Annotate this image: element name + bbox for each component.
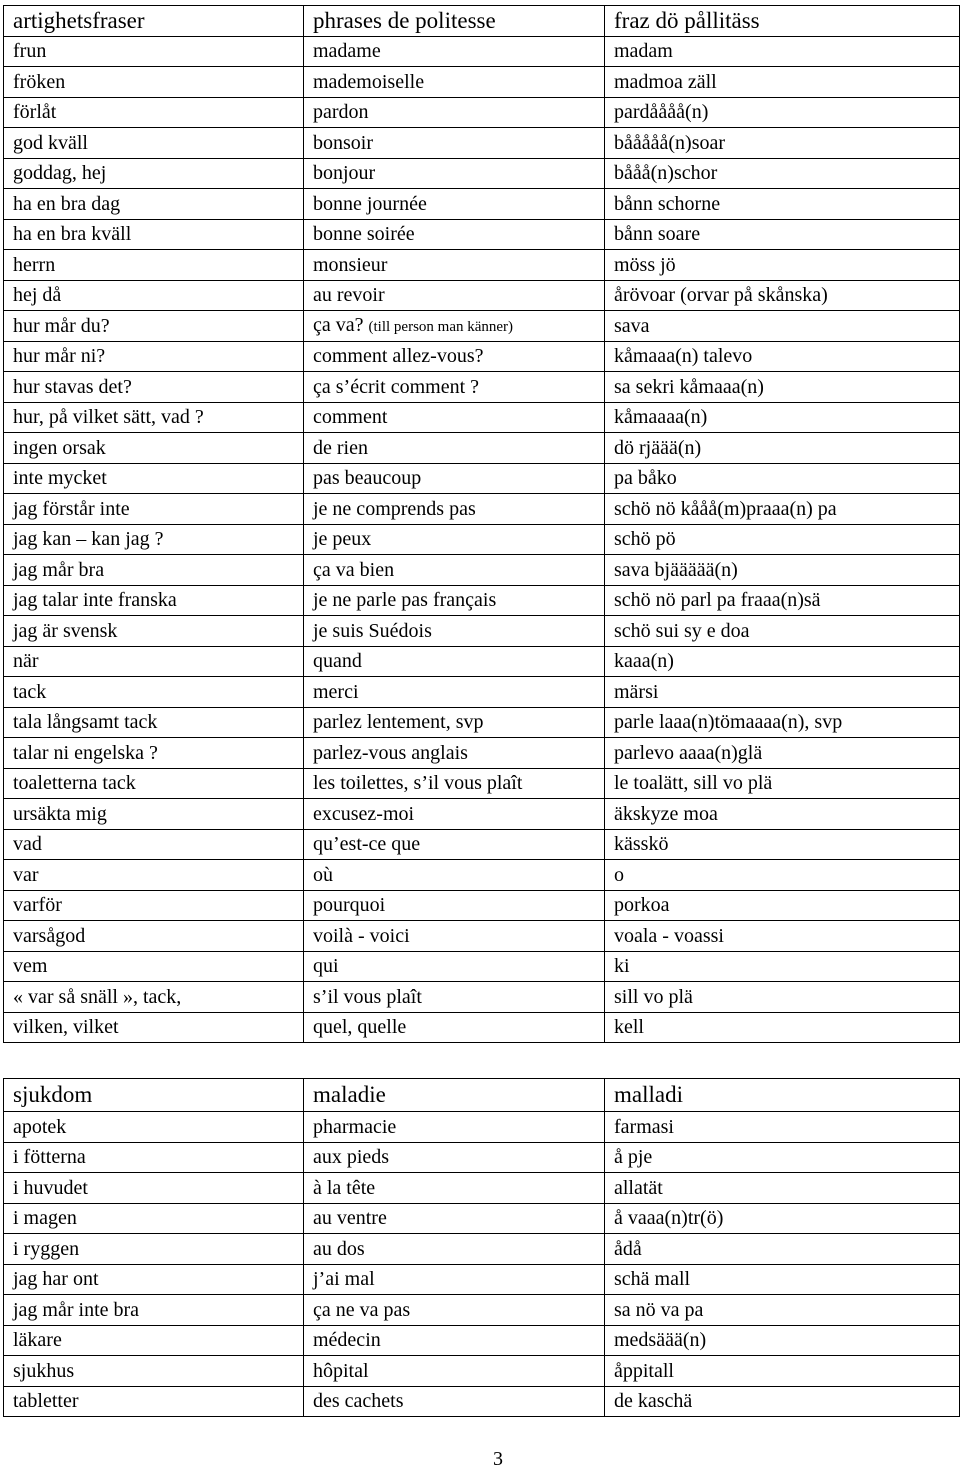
french-cell xyxy=(304,158,605,189)
pronunciation-cell: madam xyxy=(605,36,960,67)
french-cell xyxy=(304,280,605,311)
table-row xyxy=(4,402,960,433)
pronunciation-cell: madmoa zäll xyxy=(605,67,960,98)
swedish-cell: i huvudet xyxy=(4,1173,304,1204)
swedish-cell: var xyxy=(4,860,304,891)
table-row xyxy=(4,1325,960,1356)
table-row xyxy=(4,128,960,159)
swedish-cell: ingen orsak xyxy=(4,433,304,464)
swedish-cell: toaletterna tack xyxy=(4,768,304,799)
pronunciation-cell: parlevo aaaa(n)glä xyxy=(605,738,960,769)
french-text: ça va? xyxy=(313,313,364,336)
swedish-cell: förlåt xyxy=(4,97,304,128)
french-cell xyxy=(304,677,605,708)
french-cell xyxy=(304,646,605,677)
french-text: comment allez-vous? xyxy=(313,345,484,368)
table-row xyxy=(4,280,960,311)
pronunciation-cell: ådå xyxy=(605,1234,960,1265)
french-text: parlez lentement, svp xyxy=(313,711,484,734)
courtesy-phrases-table xyxy=(3,5,960,1043)
pronunciation-cell: kell xyxy=(605,1012,960,1043)
table-row xyxy=(4,1203,960,1234)
french-cell xyxy=(304,97,605,128)
pronunciation-cell: å pje xyxy=(605,1142,960,1173)
swedish-cell: hur mår du? xyxy=(4,311,304,342)
french-text: quel, quelle xyxy=(313,1016,407,1039)
table-row xyxy=(4,219,960,250)
french-cell xyxy=(304,311,605,342)
sickness-header-row xyxy=(4,1079,960,1112)
french-cell xyxy=(304,1356,605,1387)
table-row xyxy=(4,1264,960,1295)
swedish-cell: i magen xyxy=(4,1203,304,1234)
french-text: pardon xyxy=(313,101,369,124)
french-text: madame xyxy=(313,40,381,63)
swedish-cell: god kväll xyxy=(4,128,304,159)
table-row xyxy=(4,433,960,464)
pronunciation-cell: schö pö xyxy=(605,524,960,555)
french-cell xyxy=(304,189,605,220)
french-cell xyxy=(304,799,605,830)
table-row xyxy=(4,951,960,982)
french-text: aux pieds xyxy=(313,1146,390,1169)
header-pronunciation: fraz dö pållitäss xyxy=(605,6,960,37)
table-row xyxy=(4,585,960,616)
french-text: merci xyxy=(313,680,359,703)
swedish-cell: jag kan – kan jag ? xyxy=(4,524,304,555)
french-cell xyxy=(304,36,605,67)
table-row xyxy=(4,1234,960,1265)
swedish-cell: jag talar inte franska xyxy=(4,585,304,616)
table-row xyxy=(4,616,960,647)
french-cell xyxy=(304,707,605,738)
french-cell xyxy=(304,1112,605,1143)
table-row xyxy=(4,67,960,98)
pronunciation-cell: pardåååå(n) xyxy=(605,97,960,128)
pronunciation-cell: schö nö kååå(m)praaa(n) pa xyxy=(605,494,960,525)
swedish-cell: herrn xyxy=(4,250,304,281)
french-note: (till person man känner) xyxy=(368,318,514,335)
french-cell xyxy=(304,768,605,799)
pronunciation-cell: o xyxy=(605,860,960,891)
french-text: au ventre xyxy=(313,1207,387,1230)
french-cell xyxy=(304,250,605,281)
french-text: parlez-vous anglais xyxy=(313,741,468,764)
french-text: ça s’écrit comment ? xyxy=(313,375,480,398)
pronunciation-cell: kässkö xyxy=(605,829,960,860)
swedish-cell: hej då xyxy=(4,280,304,311)
table-row xyxy=(4,524,960,555)
pronunciation-cell: porkoa xyxy=(605,890,960,921)
pronunciation-cell: schö sui sy e doa xyxy=(605,616,960,647)
page-number: 3 xyxy=(493,1448,503,1470)
french-text: s’il vous plaît xyxy=(313,985,422,1008)
table-row xyxy=(4,738,960,769)
french-text: de rien xyxy=(313,436,368,459)
french-cell xyxy=(304,341,605,372)
french-cell xyxy=(304,494,605,525)
swedish-cell: tala långsamt tack xyxy=(4,707,304,738)
french-text: ça ne va pas xyxy=(313,1298,411,1321)
french-text: excusez-moi xyxy=(313,802,415,825)
french-text: qui xyxy=(313,955,339,978)
french-text: voilà - voici xyxy=(313,924,410,947)
swedish-cell: jag är svensk xyxy=(4,616,304,647)
table-row xyxy=(4,1012,960,1043)
table-row xyxy=(4,890,960,921)
swedish-cell: jag har ont xyxy=(4,1264,304,1295)
pronunciation-cell: farmasi xyxy=(605,1112,960,1143)
french-cell xyxy=(304,1386,605,1417)
table-row xyxy=(4,799,960,830)
swedish-cell: i ryggen xyxy=(4,1234,304,1265)
swedish-cell: jag mår inte bra xyxy=(4,1295,304,1326)
swedish-cell: jag förstår inte xyxy=(4,494,304,525)
pronunciation-cell: le toalätt, sill vo plä xyxy=(605,768,960,799)
french-text: pas beaucoup xyxy=(313,467,422,490)
french-text: j’ai mal xyxy=(313,1268,375,1291)
swedish-cell: talar ni engelska ? xyxy=(4,738,304,769)
swedish-cell: hur, på vilket sätt, vad ? xyxy=(4,402,304,433)
pronunciation-cell: pa båko xyxy=(605,463,960,494)
swedish-cell: varför xyxy=(4,890,304,921)
pronunciation-cell: bånn schorne xyxy=(605,189,960,220)
pronunciation-cell: bååå(n)schor xyxy=(605,158,960,189)
swedish-cell: läkare xyxy=(4,1325,304,1356)
pronunciation-cell: kåmaaaa(n) xyxy=(605,402,960,433)
table-row xyxy=(4,311,960,342)
french-cell xyxy=(304,402,605,433)
table-row xyxy=(4,158,960,189)
swedish-cell: frun xyxy=(4,36,304,67)
table-row xyxy=(4,1295,960,1326)
header-swedish: artighetsfraser xyxy=(4,6,304,37)
french-cell xyxy=(304,67,605,98)
pronunciation-cell: dö rjäää(n) xyxy=(605,433,960,464)
pronunciation-cell: parle laaa(n)tömaaaa(n), svp xyxy=(605,707,960,738)
table-row xyxy=(4,1356,960,1387)
swedish-cell: ursäkta mig xyxy=(4,799,304,830)
swedish-cell: goddag, hej xyxy=(4,158,304,189)
french-text: des cachets xyxy=(313,1390,404,1413)
table-row xyxy=(4,97,960,128)
french-cell xyxy=(304,1142,605,1173)
table-row xyxy=(4,1112,960,1143)
header-french: maladie xyxy=(304,1079,605,1112)
french-text: je suis Suédois xyxy=(313,619,432,642)
header-swedish: sjukdom xyxy=(4,1079,304,1112)
table-row xyxy=(4,494,960,525)
table-row xyxy=(4,829,960,860)
pronunciation-cell: bånn soare xyxy=(605,219,960,250)
french-cell xyxy=(304,1173,605,1204)
french-text: qu’est-ce que xyxy=(313,833,421,856)
pronunciation-cell: medsäää(n) xyxy=(605,1325,960,1356)
french-cell xyxy=(304,1012,605,1043)
pronunciation-cell: schä mall xyxy=(605,1264,960,1295)
pronunciation-cell: sava bjäääää(n) xyxy=(605,555,960,586)
swedish-cell: jag mår bra xyxy=(4,555,304,586)
french-cell xyxy=(304,1264,605,1295)
table-row xyxy=(4,1142,960,1173)
swedish-cell: ha en bra kväll xyxy=(4,219,304,250)
swedish-cell: apotek xyxy=(4,1112,304,1143)
swedish-cell: när xyxy=(4,646,304,677)
table-row xyxy=(4,646,960,677)
pronunciation-cell: åppitall xyxy=(605,1356,960,1387)
french-cell xyxy=(304,433,605,464)
french-text: bonne soirée xyxy=(313,223,415,246)
swedish-cell: vilken, vilket xyxy=(4,1012,304,1043)
sickness-phrases-table xyxy=(3,1078,960,1417)
table-row xyxy=(4,463,960,494)
french-cell xyxy=(304,219,605,250)
french-text: je peux xyxy=(313,528,372,551)
swedish-cell: sjukhus xyxy=(4,1356,304,1387)
swedish-cell: hur stavas det? xyxy=(4,372,304,403)
french-text: au revoir xyxy=(313,284,385,307)
swedish-cell: varsågod xyxy=(4,921,304,952)
french-text: monsieur xyxy=(313,253,388,276)
french-cell xyxy=(304,372,605,403)
table-row xyxy=(4,1173,960,1204)
pronunciation-cell: äkskyze moa xyxy=(605,799,960,830)
french-text: je ne comprends pas xyxy=(313,497,476,520)
table-row xyxy=(4,982,960,1013)
table-row xyxy=(4,677,960,708)
pronunciation-cell: ki xyxy=(605,951,960,982)
french-text: quand xyxy=(313,650,362,673)
swedish-cell: « var så snäll », tack, xyxy=(4,982,304,1013)
table-row xyxy=(4,860,960,891)
french-cell xyxy=(304,1234,605,1265)
swedish-cell: ha en bra dag xyxy=(4,189,304,220)
french-cell xyxy=(304,463,605,494)
pronunciation-cell: sa sekri kåmaaa(n) xyxy=(605,372,960,403)
french-cell xyxy=(304,1203,605,1234)
french-text: médecin xyxy=(313,1329,381,1352)
french-cell xyxy=(304,860,605,891)
pronunciation-cell: märsi xyxy=(605,677,960,708)
swedish-cell: vem xyxy=(4,951,304,982)
french-text: bonjour xyxy=(313,162,376,185)
french-cell xyxy=(304,1295,605,1326)
french-cell xyxy=(304,524,605,555)
french-text: à la tête xyxy=(313,1176,376,1199)
french-text: où xyxy=(313,863,333,886)
french-cell xyxy=(304,951,605,982)
french-cell xyxy=(304,982,605,1013)
pronunciation-cell: de kaschä xyxy=(605,1386,960,1417)
table-row xyxy=(4,250,960,281)
table-row xyxy=(4,921,960,952)
french-text: mademoiselle xyxy=(313,70,425,93)
table-row xyxy=(4,555,960,586)
french-cell xyxy=(304,921,605,952)
courtesy-header-row xyxy=(4,6,960,37)
french-text: bonsoir xyxy=(313,131,373,154)
pronunciation-cell: sill vo plä xyxy=(605,982,960,1013)
swedish-cell: vad xyxy=(4,829,304,860)
french-text: hôpital xyxy=(313,1359,369,1382)
french-text: ça va bien xyxy=(313,558,395,581)
french-text: au dos xyxy=(313,1237,365,1260)
french-cell xyxy=(304,890,605,921)
pronunciation-cell: bååååå(n)soar xyxy=(605,128,960,159)
french-cell xyxy=(304,1325,605,1356)
swedish-cell: tabletter xyxy=(4,1386,304,1417)
swedish-cell: inte mycket xyxy=(4,463,304,494)
french-cell xyxy=(304,555,605,586)
table-row xyxy=(4,1386,960,1417)
table-row xyxy=(4,36,960,67)
pronunciation-cell: kåmaaa(n) talevo xyxy=(605,341,960,372)
table-row xyxy=(4,372,960,403)
pronunciation-cell: schö nö parl pa fraaa(n)sä xyxy=(605,585,960,616)
pronunciation-cell: voala - voassi xyxy=(605,921,960,952)
french-text: comment xyxy=(313,406,388,429)
french-text: je ne parle pas français xyxy=(313,589,497,612)
french-cell xyxy=(304,128,605,159)
table-row xyxy=(4,707,960,738)
header-pronunciation: malladi xyxy=(605,1079,960,1112)
pronunciation-cell: möss jö xyxy=(605,250,960,281)
french-cell xyxy=(304,616,605,647)
pronunciation-cell: sava xyxy=(605,311,960,342)
french-text: bonne journée xyxy=(313,192,427,215)
french-text: les toilettes, s’il vous plaît xyxy=(313,772,523,795)
table-row xyxy=(4,341,960,372)
table-row xyxy=(4,768,960,799)
french-text: pourquoi xyxy=(313,894,386,917)
pronunciation-cell: årövoar (orvar på skånska) xyxy=(605,280,960,311)
swedish-cell: hur mår ni? xyxy=(4,341,304,372)
pronunciation-cell: å vaaa(n)tr(ö) xyxy=(605,1203,960,1234)
header-french: phrases de politesse xyxy=(304,6,605,37)
swedish-cell: tack xyxy=(4,677,304,708)
swedish-cell: i fötterna xyxy=(4,1142,304,1173)
pronunciation-cell: kaaa(n) xyxy=(605,646,960,677)
swedish-cell: fröken xyxy=(4,67,304,98)
french-cell xyxy=(304,585,605,616)
french-cell xyxy=(304,829,605,860)
pronunciation-cell: sa nö va pa xyxy=(605,1295,960,1326)
table-row xyxy=(4,189,960,220)
pronunciation-cell: allatät xyxy=(605,1173,960,1204)
french-text: pharmacie xyxy=(313,1115,397,1138)
french-cell xyxy=(304,738,605,769)
